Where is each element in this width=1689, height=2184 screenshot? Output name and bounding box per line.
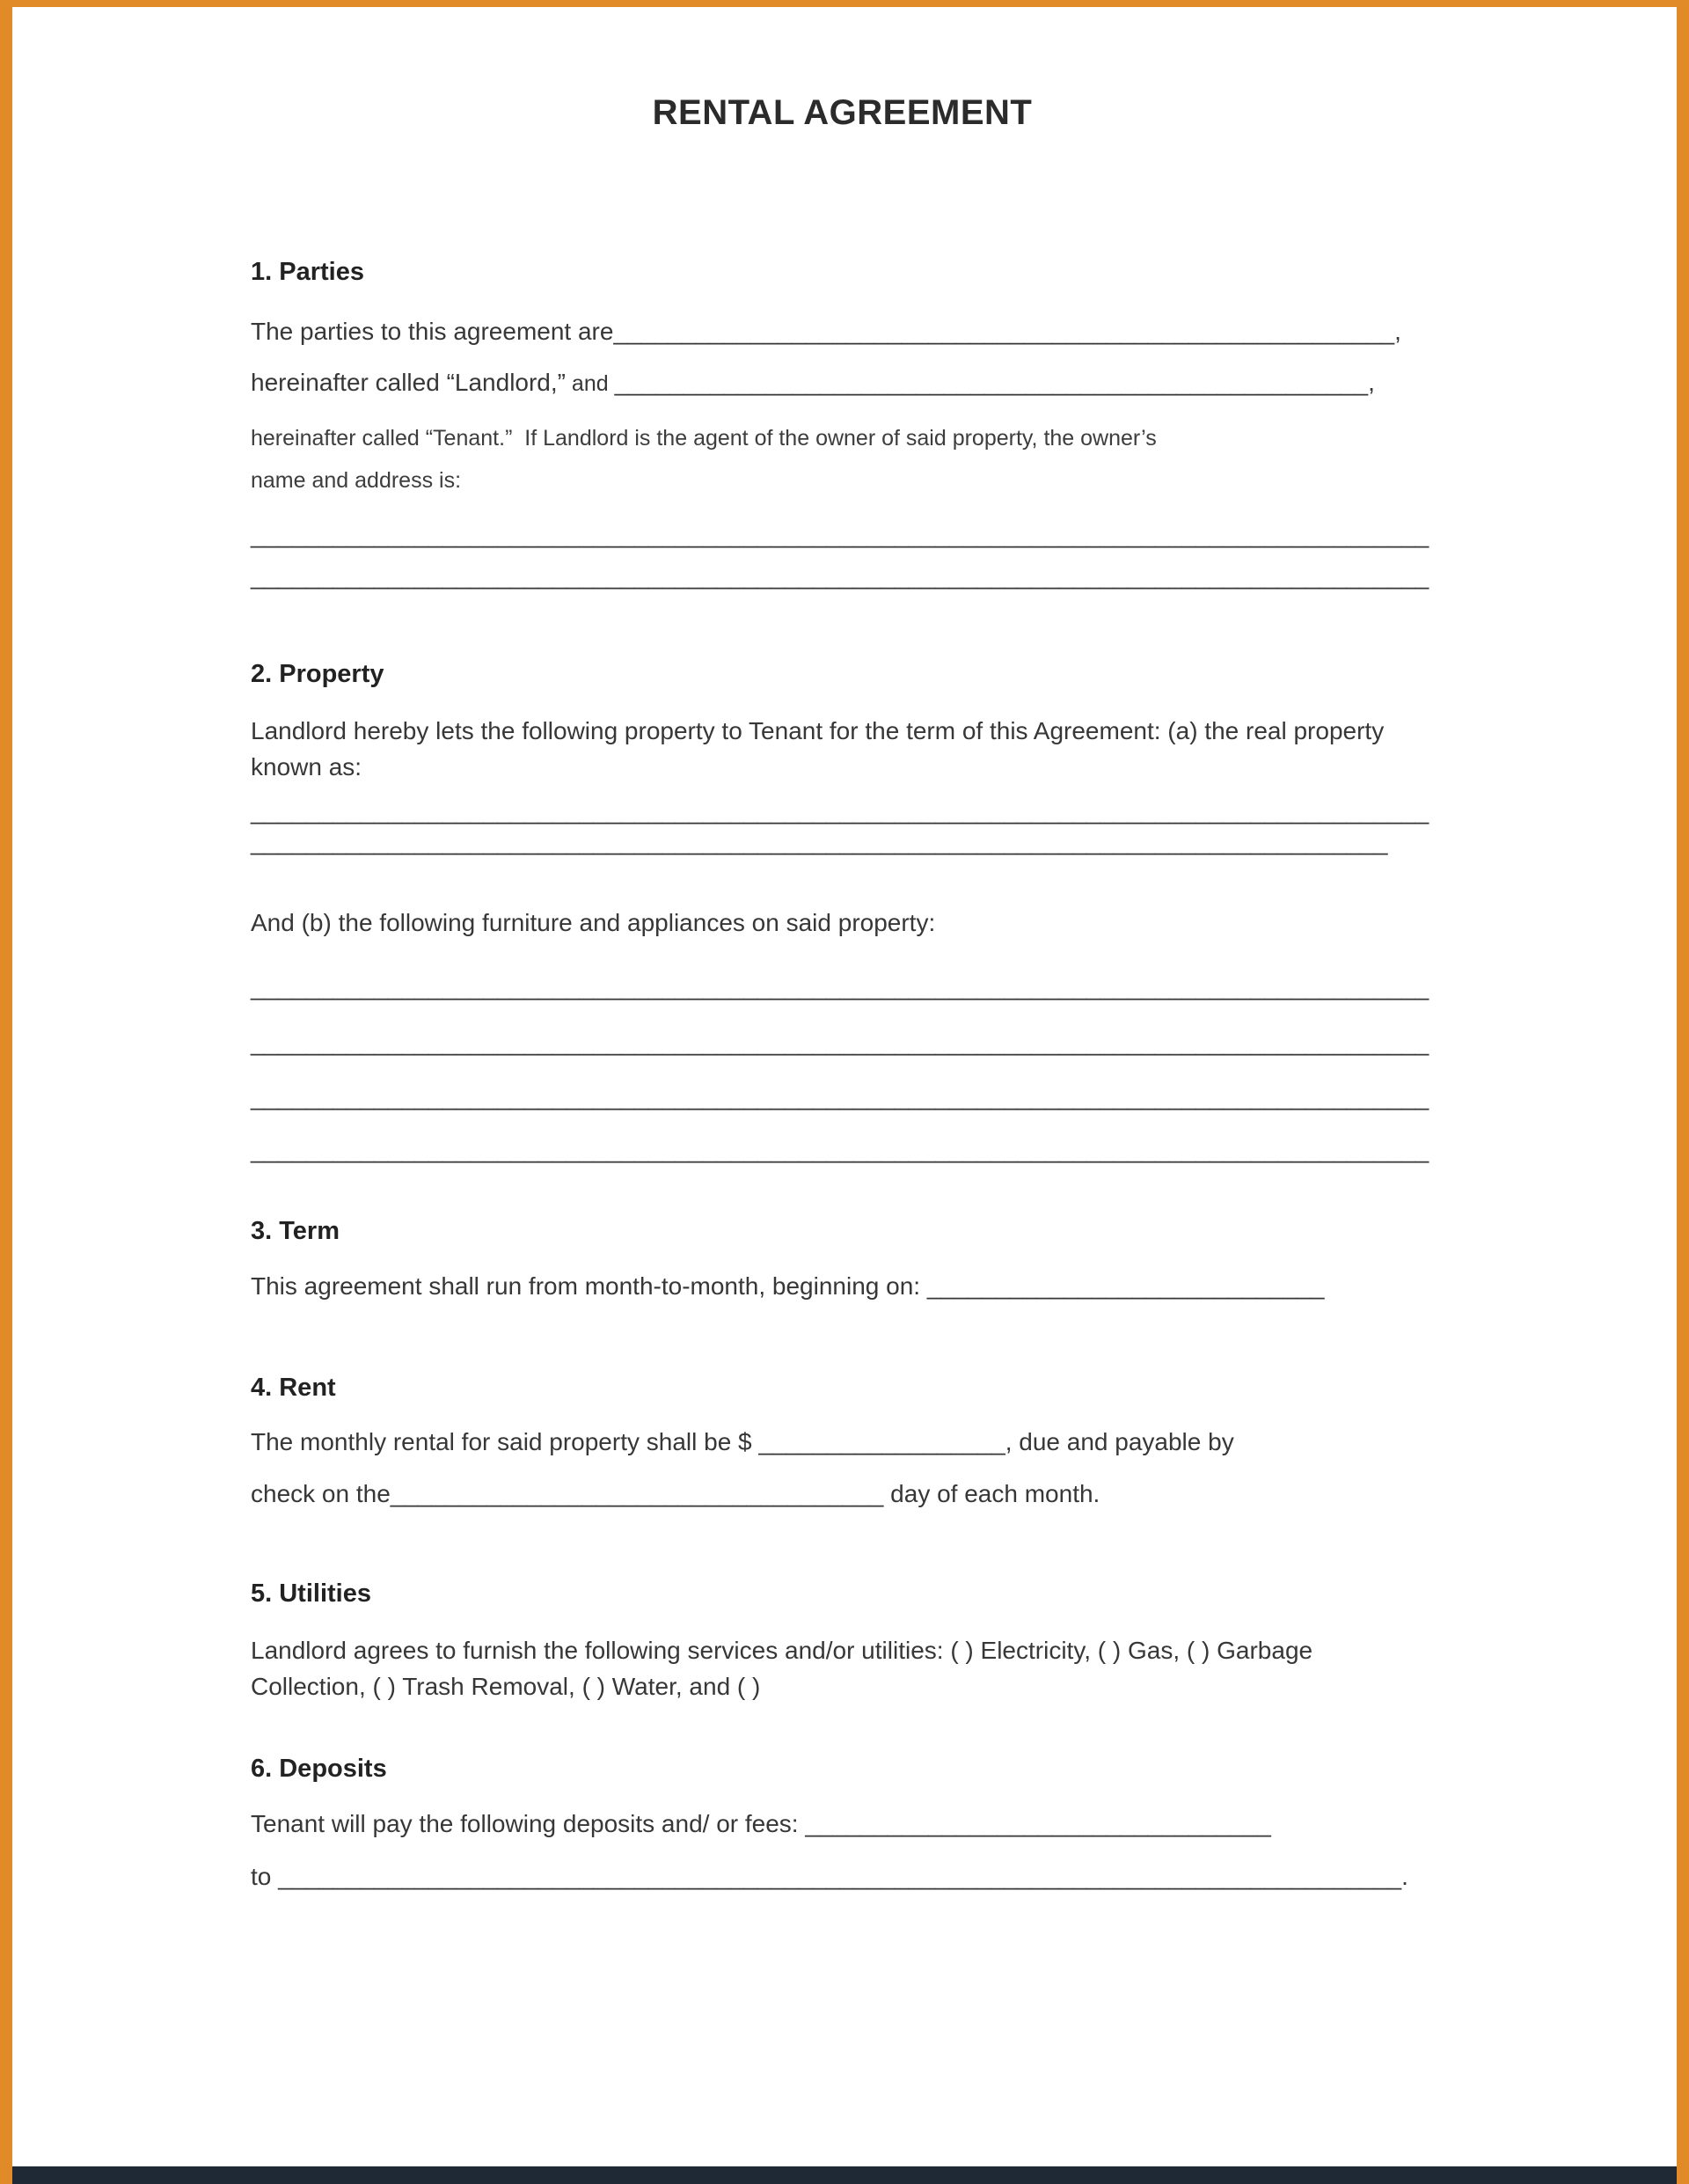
deposits-line-2 — [251, 1862, 1434, 1891]
utilities-text: Landlord agrees to furnish the following services and/or utilities: ( ) Electricity, ( ) Gas, ( ) Garbage Collection, ( ) Trash Removal, ( ) Water, and ( ) — [251, 1637, 1320, 1700]
parties-line-2-text: hereinafter called “Landlord,” — [251, 369, 566, 396]
furniture-blank-line-1 — [251, 972, 1434, 1001]
tenant-name-blank: _______________________________________________________ — [614, 369, 1369, 396]
deposits-line-1-text: Tenant will pay the following deposits and/ or fees: — [251, 1810, 806, 1837]
deposits-line-1 — [251, 1809, 1434, 1838]
parties-line-3: hereinafter called “Tenant.” If Landlord is the agent of the owner of said property, the owner’s — [251, 426, 1157, 451]
landlord-name-blank: _________________________________________________________ — [613, 318, 1395, 345]
owner-address-blank-line-1 — [251, 520, 1434, 549]
parties-line-1 — [251, 317, 1434, 346]
property-blank-line-1 — [251, 796, 1434, 825]
section-heading-term: 3. Term — [251, 1217, 340, 1245]
owner-address-blank-1: ______________________________________________________________________________________ — [251, 521, 1429, 548]
rent-line-1-suffix: , due and payable by — [1005, 1428, 1234, 1455]
property-blank-line-2 — [251, 827, 1434, 856]
parties-line-2 — [251, 368, 1434, 399]
rent-due-day-blank: ____________________________________ — [390, 1480, 884, 1507]
furniture-blank-1: ______________________________________________________________________________________ — [251, 973, 1429, 1000]
term-line — [251, 1272, 1434, 1301]
rent-line-1-text: The monthly rental for said property shall be $ — [251, 1428, 759, 1455]
furniture-blank-line-3 — [251, 1082, 1434, 1111]
document-title: RENTAL AGREEMENT — [652, 93, 1033, 132]
section-heading-deposits: 6. Deposits — [251, 1755, 387, 1783]
parties-line-2-and: and — [565, 371, 615, 396]
property-blank-2: ___________________________________________________________________________________ — [251, 828, 1388, 855]
rent-amount-blank: __________________ — [758, 1428, 1005, 1455]
deposits-line-2-period: . — [1401, 1863, 1408, 1890]
deposit-fees-blank: __________________________________ — [805, 1810, 1271, 1837]
furniture-blank-4: ______________________________________________________________________________________ — [251, 1136, 1429, 1163]
owner-address-blank-line-2 — [251, 561, 1434, 590]
section-heading-utilities: 5. Utilities — [251, 1579, 371, 1608]
rent-line-2-text: check on the — [251, 1480, 391, 1507]
furniture-blank-2: ______________________________________________________________________________________ — [251, 1029, 1429, 1056]
furniture-blank-line-4 — [251, 1135, 1434, 1164]
parties-line-4: name and address is: — [251, 468, 462, 493]
rent-line-2-suffix: day of each month. — [883, 1480, 1100, 1507]
furniture-text-line: And (b) the following furniture and appliances on said property: — [251, 909, 936, 936]
page-bottom-bar — [0, 2166, 1689, 2184]
property-blank-1: ______________________________________________________________________________________ — [251, 797, 1429, 824]
property-intro: Landlord hereby lets the following property to Tenant for the term of this Agreement: (a) the real property known as: — [251, 717, 1391, 781]
term-line-text: This agreement shall run from month-to-month, beginning on: — [251, 1272, 927, 1300]
deposit-payee-blank: __________________________________________________________________________________ — [278, 1863, 1402, 1890]
owner-address-blank-2: ______________________________________________________________________________________ — [251, 562, 1429, 590]
rent-line-1 — [251, 1427, 1434, 1456]
section-heading-rent: 4. Rent — [251, 1374, 336, 1402]
section-heading-parties: 1. Parties — [251, 258, 364, 286]
deposits-line-2-text: to — [251, 1863, 279, 1890]
parties-line-2-comma: , — [1368, 369, 1375, 396]
section-heading-property: 2. Property — [251, 660, 384, 688]
parties-line-1-comma: , — [1394, 318, 1401, 345]
document-body — [251, 92, 1434, 1891]
furniture-blank-line-2 — [251, 1028, 1434, 1057]
rent-line-2 — [251, 1479, 1434, 1508]
furniture-blank-3: ______________________________________________________________________________________ — [251, 1083, 1429, 1110]
parties-line-1-text: The parties to this agreement are — [251, 318, 614, 345]
term-start-date-blank: _____________________________ — [926, 1272, 1325, 1300]
